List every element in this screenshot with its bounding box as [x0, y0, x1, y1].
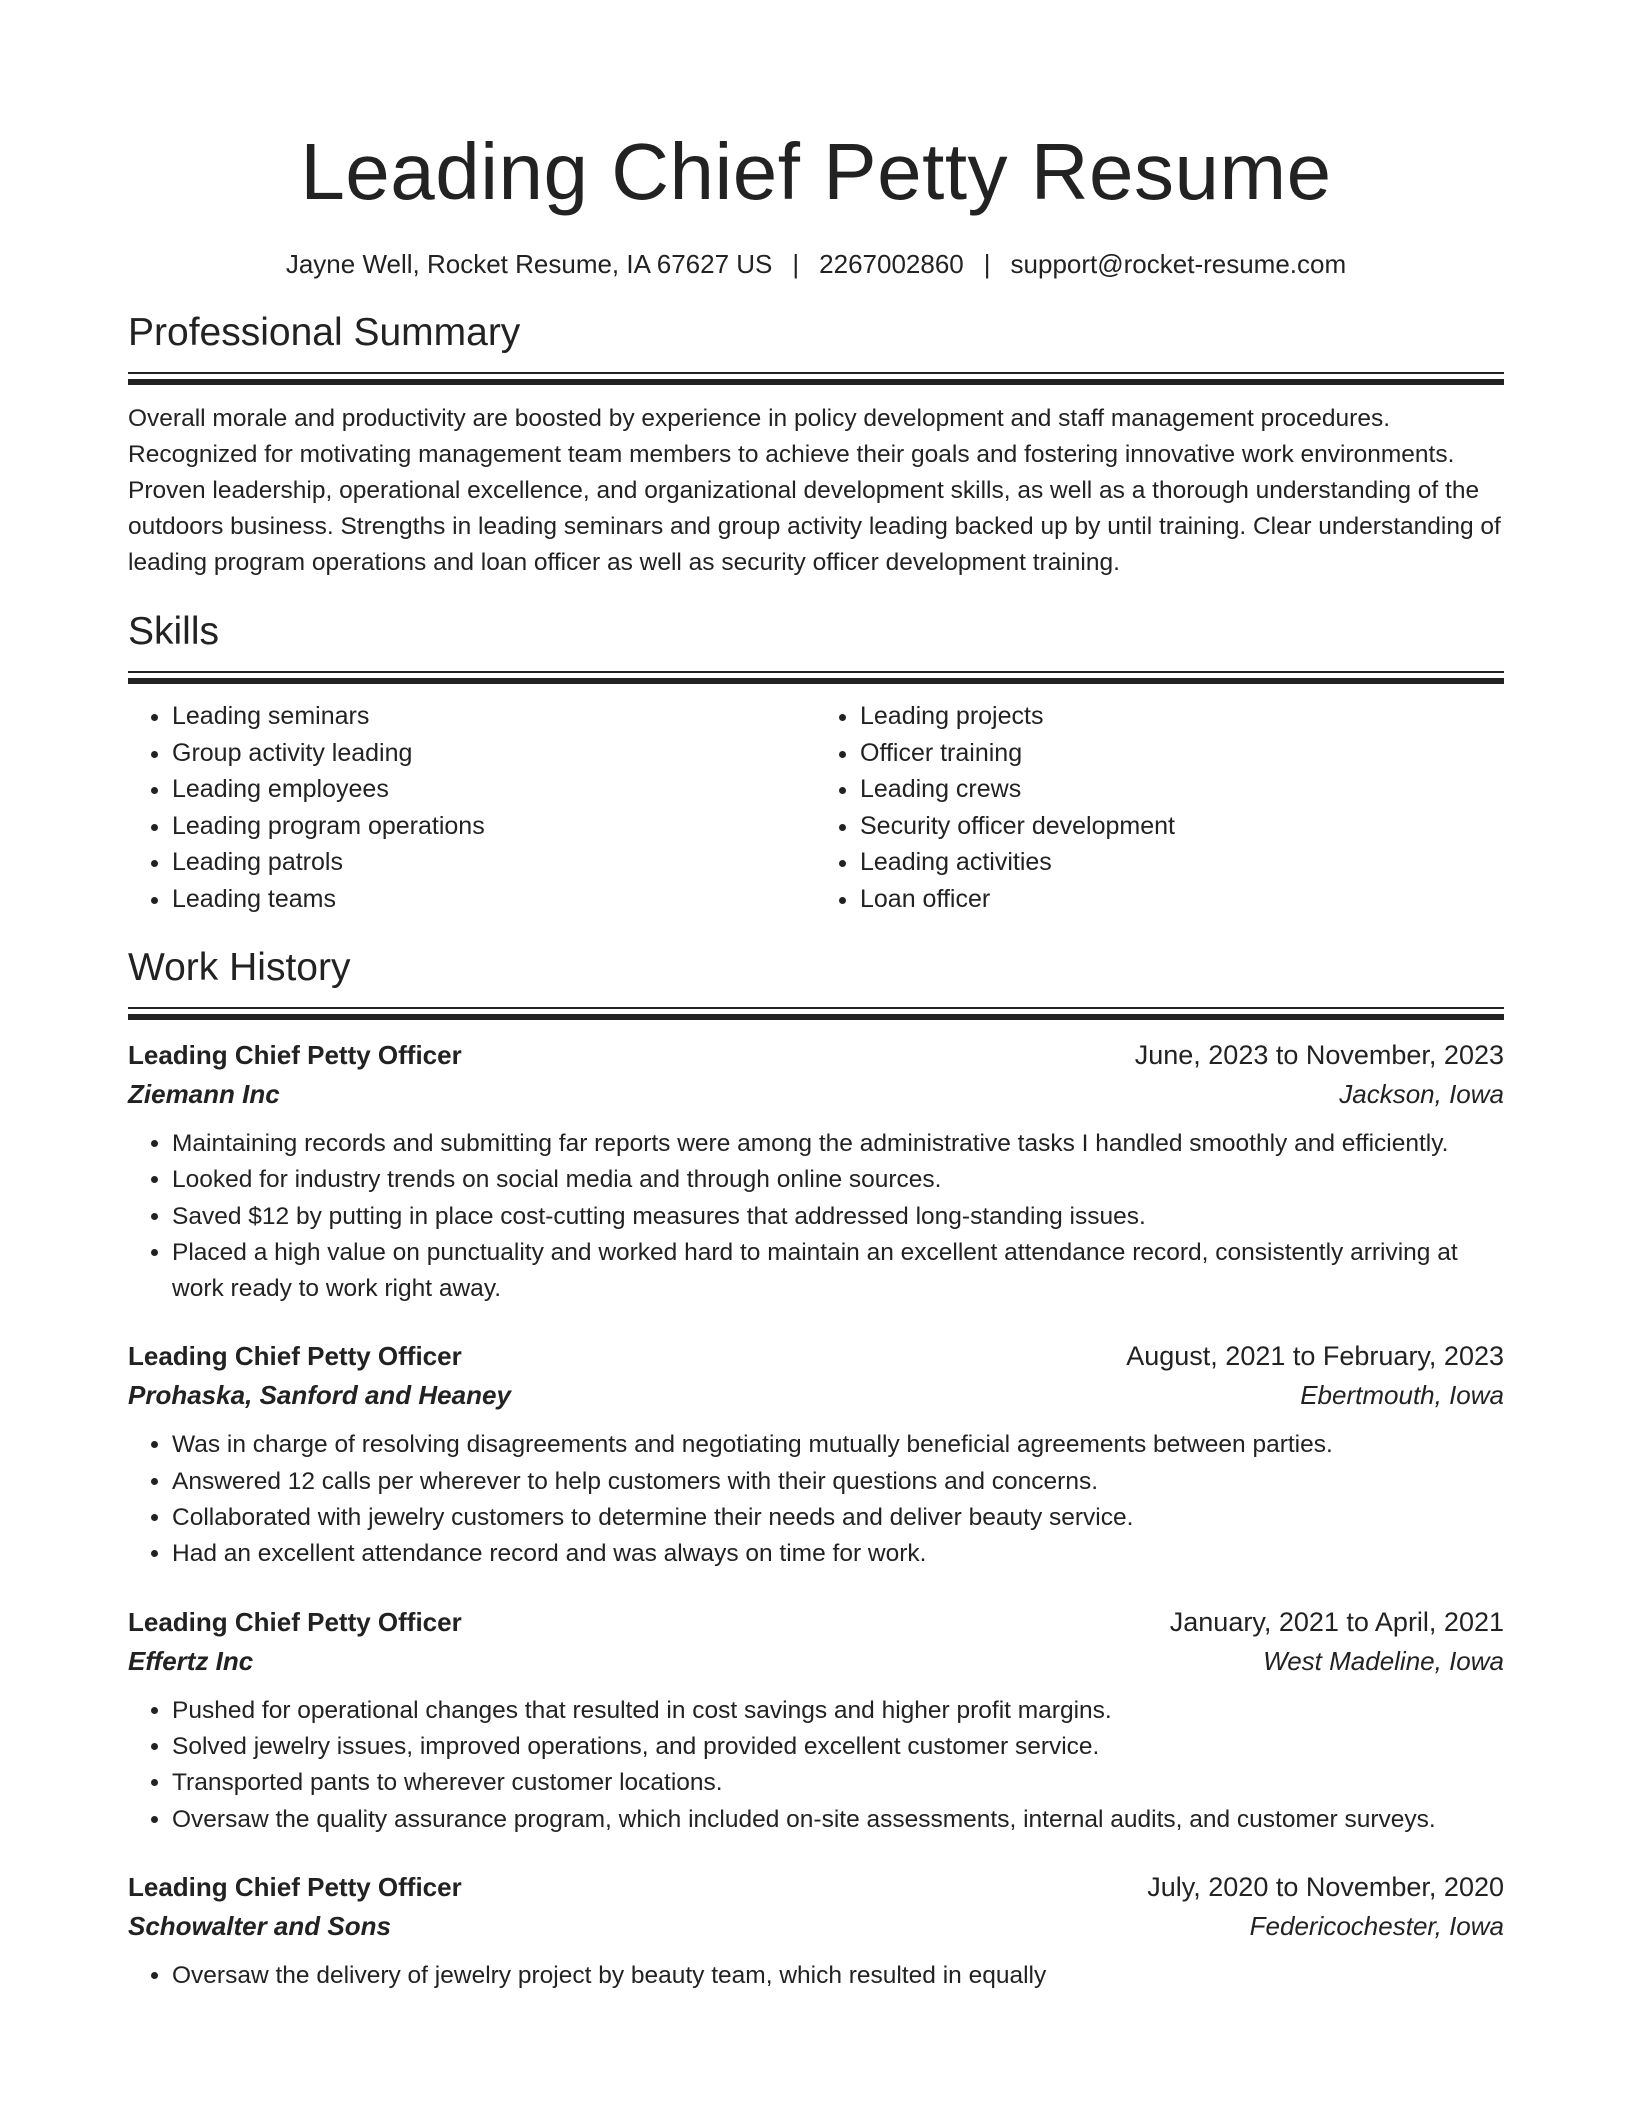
job-bullet: • Maintaining records and submitting far reports were among the administrative tasks I handled smoothly and efficiently.	[172, 1126, 1504, 1162]
skill-item: • Group activity leading	[172, 735, 816, 772]
job-bullet: • Answered 12 calls per wherever to help customers with their questions and concerns.	[172, 1464, 1504, 1500]
contact-separator: |	[983, 249, 991, 279]
skills-heading: Skills	[128, 610, 220, 653]
skill-item: • Leading program operations	[172, 808, 816, 845]
job-company: Schowalter and Sons	[128, 1910, 391, 1941]
section-divider	[128, 671, 1504, 673]
skill-item: • Leading employees	[172, 771, 816, 808]
job-location: Ebertmouth, Iowa	[1300, 1380, 1504, 1411]
job-bullet: • Oversaw the delivery of jewelry project by beauty team, which resulted in equally	[172, 1958, 1504, 1994]
work-history-heading: Work History	[128, 946, 351, 989]
skill-item: • Leading teams	[172, 881, 816, 918]
job-bullet: • Was in charge of resolving disagreements and negotiating mutually beneficial agreements between parties.	[172, 1427, 1504, 1463]
job-bullet: • Collaborated with jewelry customers to determine their needs and deliver beauty service.	[172, 1500, 1504, 1536]
job-dates: August, 2021 to February, 2023	[1126, 1341, 1504, 1372]
skills-list-right	[816, 698, 1504, 917]
job-company: Prohaska, Sanford and Heaney	[128, 1380, 511, 1411]
contact-separator: |	[792, 249, 800, 279]
job-location: Federicochester, Iowa	[1249, 1910, 1504, 1941]
job-entry	[128, 1603, 1504, 1838]
summary-heading: Professional Summary	[128, 311, 521, 354]
job-location: Jackson, Iowa	[1339, 1079, 1504, 1109]
job-bullet: • Saved $12 by putting in place cost-cutting measures that addressed long-standing issues.	[172, 1199, 1504, 1235]
work-history-section	[128, 943, 1504, 1994]
skill-item: • Leading crews	[860, 771, 1504, 808]
job-bullet: • Had an excellent attendance record and was always on time for work.	[172, 1536, 1504, 1572]
section-divider	[128, 1007, 1504, 1009]
job-location: West Madeline, Iowa	[1263, 1645, 1504, 1676]
section-divider-thick	[128, 379, 1504, 385]
job-title: Leading Chief Petty Officer	[128, 1606, 462, 1637]
skill-item: • Security officer development	[860, 808, 1504, 845]
job-company: Ziemann Inc	[128, 1079, 280, 1109]
skill-item: • Leading activities	[860, 844, 1504, 881]
job-dates: January, 2021 to April, 2021	[1169, 1606, 1504, 1637]
job-bullet: • Looked for industry trends on social media and through online sources.	[172, 1162, 1504, 1198]
skill-item: • Officer training	[860, 735, 1504, 772]
contact-phone: 2267002860	[819, 249, 964, 279]
job-bullets	[128, 1693, 1504, 1838]
job-bullets	[128, 1958, 1504, 1994]
job-title: Leading Chief Petty Officer	[128, 1871, 462, 1902]
job-title: Leading Chief Petty Officer	[128, 1040, 462, 1070]
job-entry	[128, 1337, 1504, 1572]
job-bullet: • Placed a high value on punctuality and worked hard to maintain an excellent attendance record, consistently arriving at work ready to work right away.	[172, 1235, 1504, 1308]
summary-section	[128, 308, 1504, 581]
job-title: Leading Chief Petty Officer	[128, 1341, 462, 1372]
job-dates: July, 2020 to November, 2020	[1147, 1871, 1504, 1902]
job-bullets	[128, 1126, 1504, 1307]
section-divider-thick	[128, 678, 1504, 684]
job-bullet: • Transported pants to wherever customer locations.	[172, 1765, 1504, 1801]
job-company: Effertz Inc	[128, 1645, 254, 1676]
skill-item: • Loan officer	[860, 881, 1504, 918]
resume-title: Leading Chief Petty Resume	[300, 127, 1332, 216]
job-entry	[128, 1868, 1504, 1994]
summary-text: Overall morale and productivity are boosted by experience in policy development and staff management procedures. Recognized for motivating management team members to achieve their goals and fostering innovative work environments. Proven leadership, operational excellence, and organizational development skills, as well as a thorough understanding of the outdoors business. Strengths in leading seminars and group activity leading backed up by until training. Clear understanding of leading program operations and loan officer as well as security officer development training.	[128, 405, 1501, 576]
skill-item: • Leading seminars	[172, 698, 816, 735]
job-bullet: • Solved jewelry issues, improved operations, and provided excellent customer service.	[172, 1729, 1504, 1765]
skills-columns	[128, 698, 1504, 917]
skills-list-left	[128, 698, 816, 917]
skill-item: • Leading projects	[860, 698, 1504, 735]
skills-section	[128, 607, 1504, 917]
job-entry	[128, 1036, 1504, 1307]
contact-address: Jayne Well, Rocket Resume, IA 67627 US	[285, 249, 773, 279]
section-divider	[128, 372, 1504, 374]
job-bullet: • Pushed for operational changes that resulted in cost savings and higher profit margins.	[172, 1693, 1504, 1729]
job-dates: June, 2023 to November, 2023	[1134, 1040, 1504, 1070]
job-bullet: • Oversaw the quality assurance program, which included on-site assessments, internal audits, and customer surveys.	[172, 1802, 1504, 1838]
skill-item: • Leading patrols	[172, 844, 816, 881]
job-bullets	[128, 1427, 1504, 1572]
section-divider-thick	[128, 1014, 1504, 1020]
contact-email: support@rocket-resume.com	[1010, 249, 1347, 279]
contact-line	[128, 246, 1504, 282]
